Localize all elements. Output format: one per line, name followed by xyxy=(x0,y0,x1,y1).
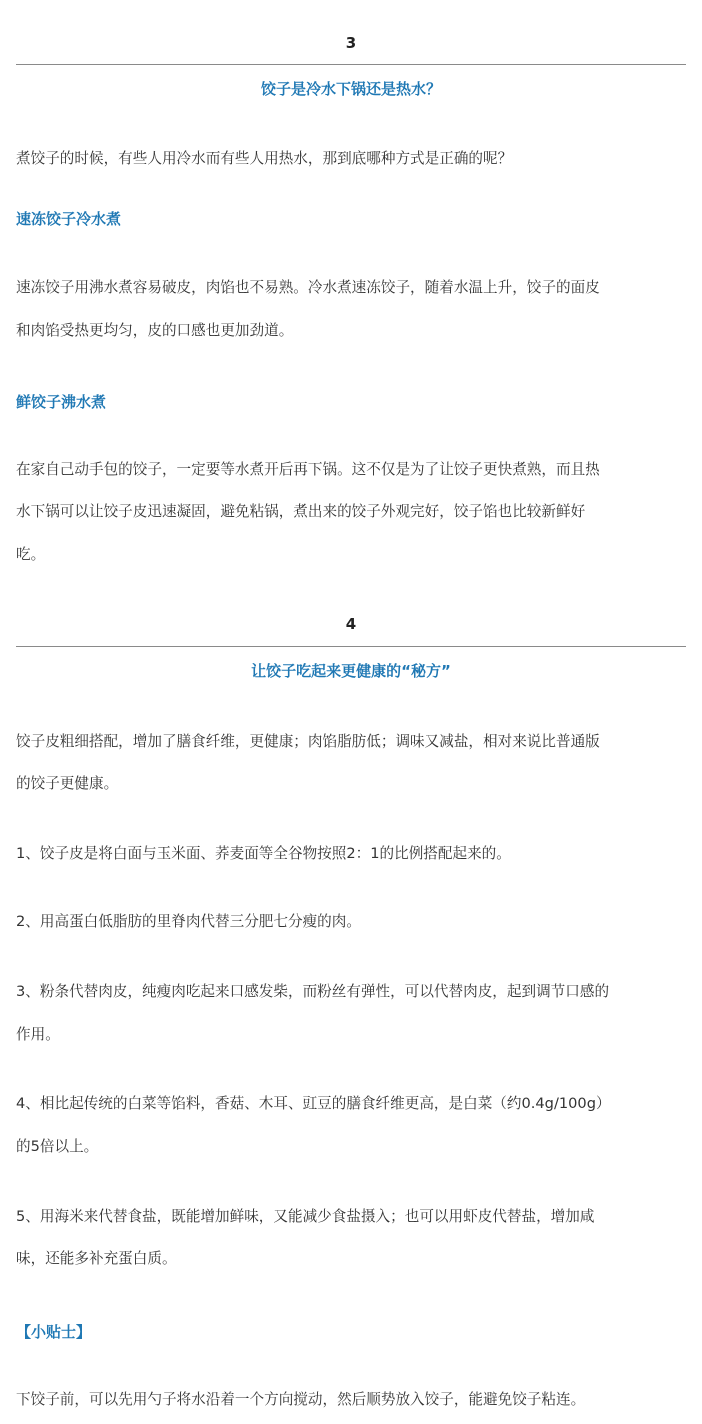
list-item: 1、饺子皮是将白面与玉米面、荞麦面等全谷物按照2：1的比例搭配起来的。 xyxy=(16,845,511,862)
tip-heading: 【小贴士】 xyxy=(16,1323,92,1341)
tip-text: 下饺子前，可以先用勺子将水沿着一个方向搅动，然后顺势放入饺子，能避免饺子粘连。 xyxy=(16,1391,586,1408)
paragraph-line: 速冻饺子用沸水煮容易破皮，肉馅也不易熟。冷水煮速冻饺子，随着水温上升，饺子的面皮 xyxy=(16,279,600,296)
section-divider xyxy=(16,646,686,647)
list-item: 2、用高蛋白低脂肪的里脊肉代替三分肥七分瘦的肉。 xyxy=(16,913,361,930)
section-divider xyxy=(16,64,686,65)
paragraph-line: 吃。 xyxy=(16,546,46,563)
subheading: 鲜饺子沸水煮 xyxy=(16,393,107,411)
section-title: 饺子是冷水下锅还是热水？ xyxy=(260,80,441,98)
paragraph-line: 饺子皮粗细搭配，增加了膳食纤维，更健康；肉馅脂肪低；调味又减盐，相对来说比普通版 xyxy=(16,733,600,750)
list-item: 5、用海米来代替食盐，既能增加鲜味，又能减少食盐摄入；也可以用虾皮代替盐，增加咸 xyxy=(16,1208,595,1225)
list-item: 3、粉条代替肉皮，纯瘦肉吃起来口感发柴，而粉丝有弹性，可以代替肉皮，起到调节口感的 xyxy=(16,983,610,1000)
paragraph-line: 和肉馅受热更均匀，皮的口感也更加劲道。 xyxy=(16,322,294,339)
paragraph-line: 水下锅可以让饺子皮迅速凝固，避免粘锅，煮出来的饺子外观完好，饺子馅也比较新鲜好 xyxy=(16,503,586,520)
paragraph: 煮饺子的时候，有些人用冷水而有些人用热水，那到底哪种方式是正确的呢？ xyxy=(16,150,513,167)
paragraph-line: 的饺子更健康。 xyxy=(16,775,119,792)
paragraph-line: 在家自己动手包的饺子，一定要等水煮开后再下锅。这不仅是为了让饺子更快煮熟，而且热 xyxy=(16,461,600,478)
section-number: 3 xyxy=(345,34,357,52)
list-item-continuation: 味，还能多补充蛋白质。 xyxy=(16,1250,177,1267)
section-number: 4 xyxy=(345,615,357,633)
section-title: 让饺子吃起来更健康的“秘方” xyxy=(251,662,451,680)
subheading: 速冻饺子冷水煮 xyxy=(16,210,122,228)
list-item-continuation: 的5倍以上。 xyxy=(16,1138,99,1155)
list-item-continuation: 作用。 xyxy=(16,1026,60,1043)
list-item: 4、相比起传统的白菜等馅料，香菇、木耳、豇豆的膳食纤维更高，是白菜（约0.4g/100g） xyxy=(16,1095,611,1112)
